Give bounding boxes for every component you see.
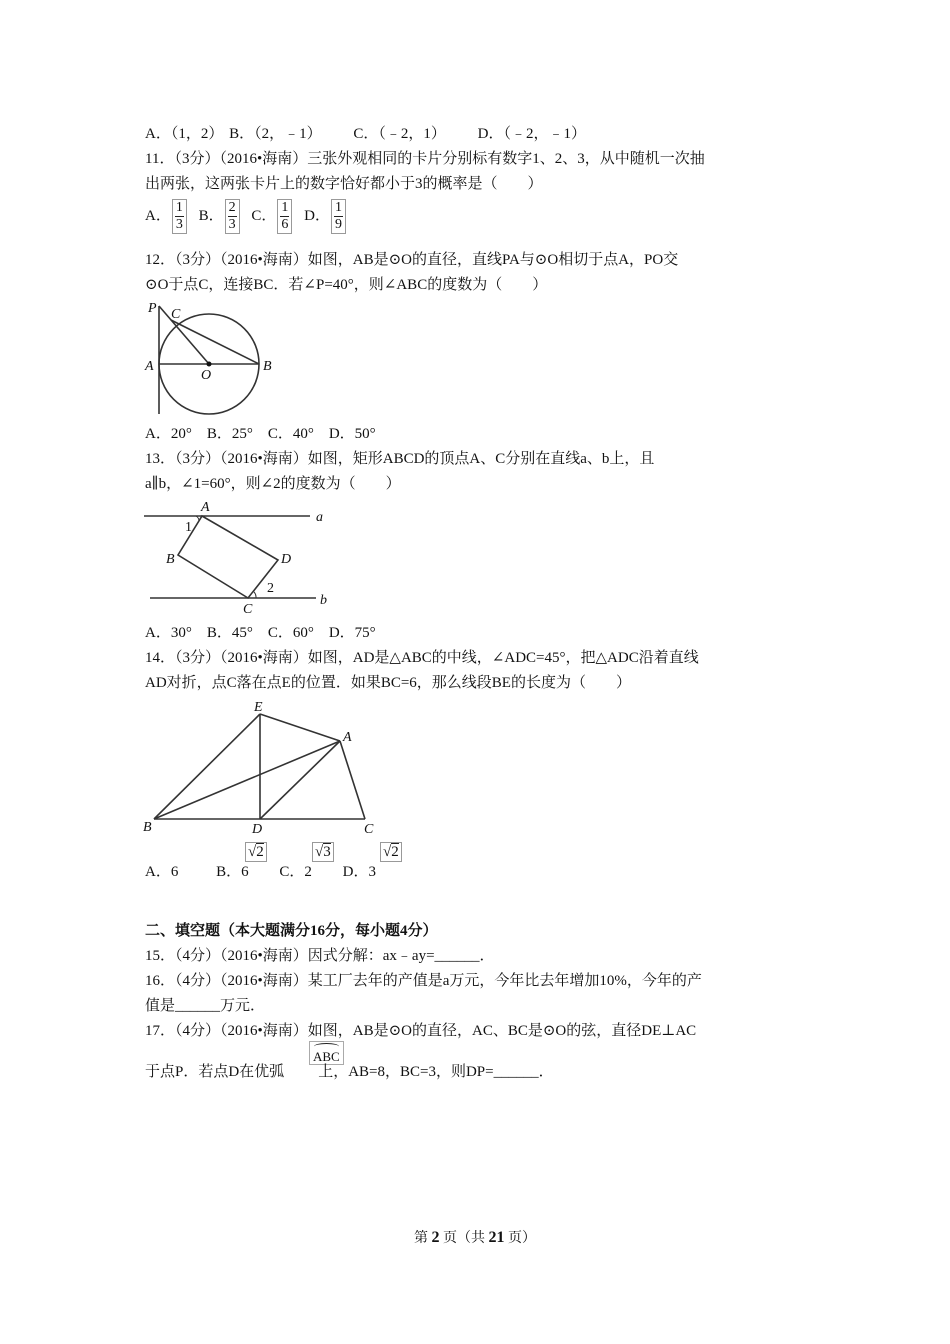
q13-label-line-b: b [320, 593, 327, 608]
q11-b-denominator: 3 [228, 217, 236, 233]
q13-label-angle-1: 1 [185, 520, 192, 535]
q11-option-b-fraction [225, 199, 240, 234]
q12-label-b: B [263, 359, 272, 374]
q13-label-b-point: B [166, 552, 175, 567]
footer-page-number: 2 [431, 1229, 440, 1246]
q17-stem-line2 [145, 1062, 554, 1082]
q14-segment-ac [340, 741, 365, 819]
q14-label-c: C [364, 822, 374, 837]
q10-option-b: B．（2，﹣1） [229, 126, 322, 142]
q10-option-a: A．（1，2） [145, 126, 224, 142]
q12-label-c: C [171, 307, 181, 322]
q14-option-c: C．2 [279, 864, 312, 880]
q12-label-a: A [145, 359, 154, 374]
q12-label-o: O [201, 368, 212, 383]
q14-stem-line2: AD对折，点C落在点E的位置．如果BC=6，那么线段BE的长度为（ ） [145, 675, 631, 691]
q11-stem-line2: 出两张，这两张卡片上的数字恰好都小于3的概率是（ ） [145, 176, 543, 192]
q14-label-a: A [343, 730, 352, 745]
q13-rectangle-figure [140, 497, 340, 617]
q11-b-numerator: 2 [228, 200, 236, 216]
q11-option-a-fraction [172, 199, 187, 234]
q11-option-d-label: D． [304, 208, 330, 224]
q11-a-numerator: 1 [175, 200, 183, 216]
q14-segment-ea [260, 714, 340, 741]
q11-option-c-fraction [277, 199, 292, 234]
q14-segment-ba [154, 741, 340, 819]
q11-option-a-label: A． [145, 208, 171, 224]
q11-option-c-label: C． [251, 208, 277, 224]
q11-stem-line1: 11．（3分）（2016•海南）三张外观相同的卡片分别标有数字1、2、3，从中随机一次抽 [145, 151, 705, 167]
q15-text: 15．（4分）（2016•海南）因式分解：ax﹣ay=______． [145, 948, 495, 964]
q14-option-d-radicand: 2 [391, 844, 399, 860]
q14-label-e: E [254, 700, 263, 715]
q13-angle-2-arc [253, 591, 256, 598]
q10-option-c: C．（﹣2，1） [353, 126, 446, 142]
q14-option-b-radicand: 2 [256, 844, 264, 860]
q14-option-c-radicand: 3 [323, 844, 331, 860]
footer-mid: 页（共 [439, 1231, 489, 1246]
q11-option-b-label: B． [198, 208, 224, 224]
q14-option-d-radical: √2 [380, 842, 402, 862]
q17-arc-label: ABC [313, 1049, 340, 1064]
q14-label-b: B [143, 820, 152, 835]
q13-options: A．30° B．45° C．60° D．75° [145, 625, 376, 641]
q14-segment-be [154, 714, 260, 819]
q14-options [145, 862, 376, 882]
q14-triangle-figure [140, 697, 385, 839]
q17-line2-part-b: 上，AB=8，BC=3，则DP=______． [318, 1064, 554, 1080]
q14-option-a: A．6 [145, 864, 179, 880]
q14-segment-da [260, 741, 340, 819]
q13-label-angle-2: 2 [267, 581, 274, 596]
q11-option-d-fraction [331, 199, 346, 234]
q11-options [145, 194, 354, 238]
q17-line2-part-a: 于点P．若点D在优弧 [145, 1064, 285, 1080]
q12-label-p: P [148, 301, 157, 316]
q12-center-dot [207, 362, 212, 367]
q12-segment-bc [171, 320, 259, 364]
q16-stem-line1: 16．（4分）（2016•海南）某工厂去年的产值是a万元，今年比去年增加10%，今年的产 [145, 973, 702, 989]
section2-heading: 二、填空题（本大题满分16分，每小题4分） [145, 923, 438, 939]
q14-option-b-radical: √2 [245, 842, 267, 862]
q17-stem-line1: 17．（4分）（2016•海南）如图，AB是⊙O的直径，AC、BC是⊙O的弦，直径DE⊥AC [145, 1023, 697, 1039]
q12-stem-line1: 12．（3分）（2016•海南）如图，AB是⊙O的直径，直线PA与⊙O相切于点A，PO交 [145, 252, 679, 268]
q12-stem-line2: ⊙O于点C，连接BC．若∠P=40°，则∠ABC的度数为（ ） [145, 277, 548, 293]
q11-c-denominator: 6 [281, 217, 289, 233]
q14-option-b: B．6 [216, 864, 249, 880]
q14-option-d: D．3 [342, 864, 376, 880]
q11-d-denominator: 9 [334, 217, 342, 233]
q13-label-a-point: A [201, 500, 210, 515]
footer-total-pages: 21 [488, 1229, 505, 1246]
footer-pre: 第 [414, 1231, 432, 1246]
q13-stem-line1: 13．（3分）（2016•海南）如图，矩形ABCD的顶点A、C分别在直线a、b上，且 [145, 451, 655, 467]
q13-label-d-point: D [281, 552, 292, 567]
footer-post: 页） [504, 1231, 536, 1246]
q12-circle-figure [140, 298, 280, 416]
q11-d-numerator: 1 [334, 200, 342, 216]
q13-stem-line2: a∥b，∠1=60°，则∠2的度数为（ ） [145, 476, 401, 492]
q11-a-denominator: 3 [175, 217, 183, 233]
q10-option-d: D．（﹣2，﹣1） [477, 126, 586, 142]
q13-rectangle-abcd [178, 516, 278, 598]
q10-options [145, 124, 586, 144]
page-footer [0, 1227, 950, 1247]
q12-options: A．20° B．25° C．40° D．50° [145, 426, 376, 442]
q14-label-d: D [252, 822, 263, 837]
q11-c-numerator: 1 [281, 200, 289, 216]
q13-label-line-a: a [316, 510, 323, 525]
q13-label-c-point: C [243, 602, 253, 617]
q14-option-c-radical: √3 [312, 842, 334, 862]
q16-stem-line2: 值是______万元． [145, 998, 266, 1014]
q14-stem-line1: 14．（3分）（2016•海南）如图，AD是△ABC的中线，∠ADC=45°，把△ADC沿着直线 [145, 650, 699, 666]
